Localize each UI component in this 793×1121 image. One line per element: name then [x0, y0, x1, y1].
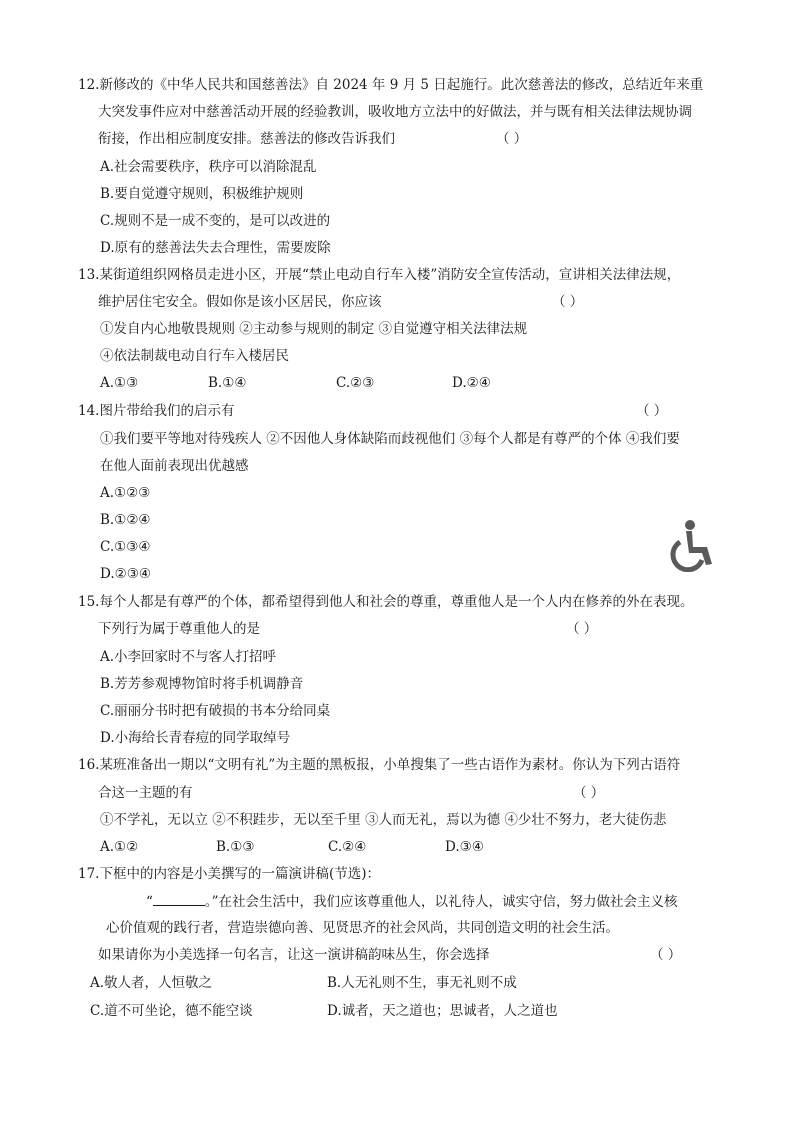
q16-stem-line-1: 16.某班准备出一期以“文明有礼”为主题的黑板报，小单搜集了一些古语作为素材。你认为下列古语符 [78, 757, 681, 773]
q12-option-b: B.要自觉遵守规则，积极维护规则 [100, 186, 304, 202]
wheelchair-accessibility-icon [660, 520, 720, 572]
q17-option-a: A.敬人者，人恒敬之 [90, 975, 213, 991]
q12-option-a: A.社会需要秩序，秩序可以消除混乱 [100, 159, 317, 175]
q17-option-c: C.道不可坐论，德不能空谈 [90, 1003, 253, 1019]
q14-option-d: D.②③④ [100, 566, 151, 582]
q15-option-a: A.小李回家时不与客人打招呼 [100, 649, 277, 665]
q12-option-c: C.规则不是一成不变的，是可以改进的 [100, 213, 331, 229]
q12-option-d: D.原有的慈善法失去合理性，需要废除 [100, 240, 331, 256]
q12-answer-bracket: （ ） [496, 131, 528, 147]
q15-stem-line-2: 下列行为属于尊重他人的是 [98, 621, 260, 637]
q15-option-d: D.小海给长青春痘的同学取绰号 [100, 730, 291, 746]
q12-stem-line-3: 衔接，作出相应制度安排。慈善法的修改告诉我们 [98, 131, 395, 147]
q14-statements-line-1: ①我们要平等地对待残疾人 ②不因他人身体缺陷而歧视他们 ③每个人都是有尊严的个体 ④我们要 [100, 431, 680, 447]
q13-option-c: C.②③ [336, 375, 375, 391]
q13-option-a: A.①③ [100, 375, 139, 391]
q17-option-d: D.诚者，天之道也；思诚者，人之道也 [327, 1003, 558, 1019]
q15-option-c: C.丽丽分书时把有破损的书本分给同桌 [100, 703, 331, 719]
q16-option-d: D.③④ [445, 839, 484, 855]
q15-answer-bracket: （ ） [566, 621, 598, 637]
q13-stem-line-1: 13.某街道组织网格员走进小区，开展“禁止电动自行车入楼”消防安全宣传活动，宣讲相关法律法规， [78, 267, 681, 283]
q16-option-a: A.①② [100, 839, 139, 855]
q17-stem-line-2: 如果请你为小美选择一句名言，让这一演讲稿韵味丛生，你会选择 [98, 947, 490, 963]
q13-option-b: B.①④ [208, 375, 247, 391]
q16-statements-line-1: ①不学礼，无以立 ②不积跬步，无以至千里 ③人而无礼，焉以为德 ④少壮不努力，老大徒伤悲 [100, 812, 667, 828]
q12-stem-line-2: 大突发事件应对中慈善活动开展的经验教训，吸收地方立法中的好做法，并与既有相关法律法规协调 [98, 104, 692, 120]
q14-option-c: C.①③④ [100, 539, 151, 555]
q17-quote-open: “ [146, 894, 153, 910]
q14-statements-line-2: 在他人面前表现出优越感 [100, 458, 249, 474]
q17-speech-line-1 [146, 892, 678, 911]
q14-stem-line-1: 14.图片带给我们的启示有 [78, 403, 235, 419]
q15-stem-line-1: 15.每个人都是有尊严的个体，都希望得到他人和社会的尊重，尊重他人是一个人内在修养的外在表现。 [78, 594, 694, 610]
q17-quote-close: 。”在社会生活中，我们应该尊重他人，以礼待人，诚实守信，努力做社会主义核 [204, 894, 678, 910]
q16-stem-line-2: 合这一主题的有 [98, 785, 193, 801]
q14-option-b: B.①②④ [100, 512, 151, 528]
q17-stem-line-1: 17.下框中的内容是小美撰写的一篇演讲稿(节选)： [78, 866, 381, 882]
q14-answer-bracket: （ ） [636, 403, 668, 419]
q16-option-c: C.②④ [328, 839, 367, 855]
q16-answer-bracket: （ ） [573, 785, 605, 801]
q17-speech-line-2: 心价值观的践行者，营造崇德向善、见贤思齐的社会风尚，共同创造文明的社会生活。 [106, 920, 619, 936]
q13-statements-line-2: ④依法制裁电动自行车入楼居民 [100, 348, 289, 364]
q17-fill-blank [153, 892, 205, 906]
q12-stem-line-1: 12.新修改的《中华人民共和国慈善法》自 2024 年 9 月 5 日起施行。此次慈善法的修改，总结近年来重 [78, 77, 704, 93]
q14-option-a: A.①②③ [100, 485, 151, 501]
q17-answer-bracket: （ ） [650, 947, 682, 963]
q16-option-b: B.①③ [216, 839, 255, 855]
q17-option-b: B.人无礼则不生，事无礼则不成 [327, 975, 517, 991]
q13-option-d: D.②④ [452, 375, 491, 391]
q13-stem-line-2: 维护居住宅安全。假如你是该小区居民，你应该 [98, 294, 382, 310]
q15-option-b: B.芳芳参观博物馆时将手机调静音 [100, 676, 304, 692]
q13-answer-bracket: （ ） [552, 294, 584, 310]
q13-statements-line-1: ①发自内心地敬畏规则 ②主动参与规则的制定 ③自觉遵守相关法律法规 [100, 321, 528, 337]
